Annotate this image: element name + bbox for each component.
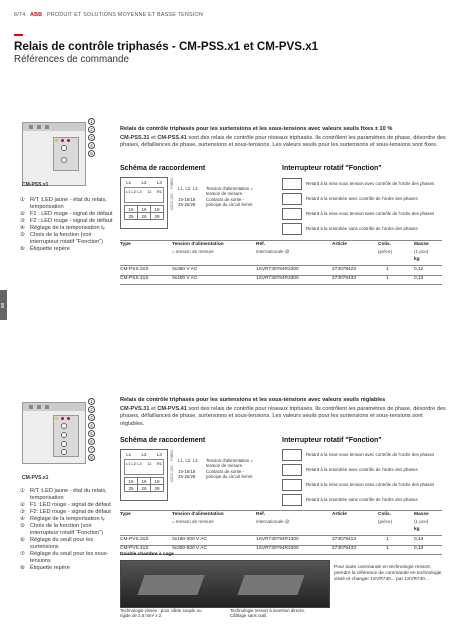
side-tab: 88 [0,290,7,320]
s2-rotary-list: Retard à la mise sous tension avec contrôle de l'ordre des phases Retard à la retombée avec contrôle de l'ordre des phases Retard à la mise sous tension sans contrôle de l'ordre des phases Retard à la retombée sans contrôle de l'ordre des phases [282,449,442,506]
s1-device-image [22,122,86,186]
s2-paragraph: CM-PVS.31 et CM-PVS.41 sont des relais de contrôle pour réseaux triphasés. Ils contrôlent les paramètres de phase, désordre des phases, défaillances de phase, surtensions et sous-tensions. Les valeurs seuils pour les surtensions et sous-tensions sont réglables. [120,406,446,427]
page-header [14,12,203,18]
s2-rotary-title: Interrupteur rotatif "Fonction" [282,437,382,444]
table-row: CM-PVS.31S 3x180-300 V AC 1SVR730794R1300 273079413 1 0,13 [120,536,424,542]
s2-callouts: 1 2 3 4 5 6 7 8 [88,398,95,461]
section-label: PRODUIT ET SOLUTIONS MOYENNE ET BASSE TENSION [46,12,203,18]
s1-callouts: 1 2 3 4 5 [88,118,95,157]
s2-schema-title: Schéma de raccordement [120,437,206,444]
s2-schema-legend: L1, L2, L3 Tension d'alimentation = tension de mesure 15-16/18 Contacts de sortie - 25-26/28 principe du circuit fermé [178,458,254,480]
s2-schema-diagram: L1 L2 L3 L1 L2 L3 11 R1 15 16 18 25 26 28 [120,449,168,501]
s1-schema-title: Schéma de raccordement [120,165,206,172]
s1-heading: Relais de contrôle triphasés pour les surtensions et les sous-tensions avec valeurs seuils fixes ± 10 % [120,126,393,132]
s1-schema-diagram: L1 L2 L3 L1 L2 L3 11 R1 15 16 18 25 26 28 [120,177,168,229]
page-title: Relais de contrôle triphasés - CM-PSS.x1 et CM-PVS.x1 [14,40,319,53]
s2-legend: ① R/T :LED jaune - état du relais, temporisation ② F1 :LED rouge - signal de défaut ③ F2: LED rouge - signal de défaut ④ Réglage de la temporisation tᵥ ⑤ Choix de la fonction (voir interrupteur rotatif "Fonction") ⑥ Réglage du seuil pour les surtensions ⑦ Réglage du seuil pour les sous-tensions ⑧ Étiquette repère [20,488,111,571]
s2-order-table: Type Tension d'alimentation Réf. Article Colis. Masse = tension de mesure internationale @ (pièce) (1 pce) kg CM-PVS.31S 3x180-300 V AC 1SVR730794R1300 273079413 1 0,13 CM-PVS.41S 3x300-500 V AC 1SVR730794R3300 273079433 1 0,13 [120,512,442,555]
s1-order-table: Type Tension d'alimentation Réf. Article Colis. Masse = tension de mesure internationale @ (pièce) (1 pce) kg CM-PSS.31S 3x380 V AC 1SVR730784R2300 273078423 1 0,12 CM-PSS.41S 3x400 V AC 1SVR730784R3300 273078433 1 0,13 [120,242,442,285]
dcc-title: Double chambre à cage [120,552,174,557]
page-subtitle: Références de commande [14,54,129,65]
spring-note: Pour toute commande en technologie ressort, prendre la référence de commande en technologie vissé et changer 1SVR730... par 1SVR740... [334,565,442,582]
table-row: CM-PSS.31S 3x380 V AC 1SVR730784R2300 273078423 1 0,12 [120,266,424,272]
s1-schema-ref: 2CDC 252 ... F0B04 [170,178,174,211]
terminal-photo [120,560,330,608]
table-row: CM-PSS.41S 3x400 V AC 1SVR730784R3300 273078433 1 0,13 [120,276,424,282]
caption-screw: Technologie vissée : pour câble souple ou rigide de 2,5 mm² x 2. [120,608,202,619]
s2-device-image [22,402,86,464]
s2-table-rule [120,510,442,511]
page-number: 8/74 [14,12,26,18]
table-row: CM-PVS.41S 3x300-500 V AC 1SVR730794R3300 273079433 1 0,13 [120,546,424,552]
s1-legend: ① R/T :LED jaune - état du relais, temporisation ② F1 : LED rouge - signal de défaut ③ F2 : LED rouge - signal de défaut ④ Réglage de la temporisation tᵥ ⑤ Choix de la fonction (voir interrupteur rotatif "Fonction") ⑥ Étiquette repère [20,197,113,252]
s1-paragraph: CM-PSS.31 et CM-PSS.41 sont des relais de contrôle pour réseaux triphasés. Ils contrôlent les paramètres de phase, désordre des phases, défaillances de phase, surtensions et sous-tensions. Les valeurs seuils pour les surtensions et sous-tensions sont fixes. [120,135,446,149]
s1-rotary-title: Interrupteur rotatif "Fonction" [282,165,382,172]
s1-rotary-list: Retard à la mise sous tension avec contrôle de l'ordre des phases Retard à la retombée avec contrôle de l'ordre des phases Retard à la mise sous tension sans contrôle de l'ordre des phases Retard à la retombée sans contrôle de l'ordre des phases [282,178,442,235]
s2-device-caption: CM-PVS.x1 [22,475,49,481]
s1-table-rule [120,240,442,241]
caption-spring: Technologie ressort à insertion directe. Câblage sans outil. [230,608,306,619]
accent-bar [14,34,23,36]
brand-logo: ABB [30,12,43,18]
s1-schema-legend: L1, L2, L3 Tension d'alimentation = tension de mesure 15-16/18 Contacts de sortie - 25-26/28 principe du circuit fermé [178,186,254,208]
s2-heading: Relais de contrôle triphasés pour les surtensions et les sous-tensions avec valeurs seuils réglables [120,397,386,403]
s1-device-caption: CM-PSS.x1 [22,182,49,188]
s2-schema-ref: 2CDC 252 ... F0B04 [170,450,174,483]
